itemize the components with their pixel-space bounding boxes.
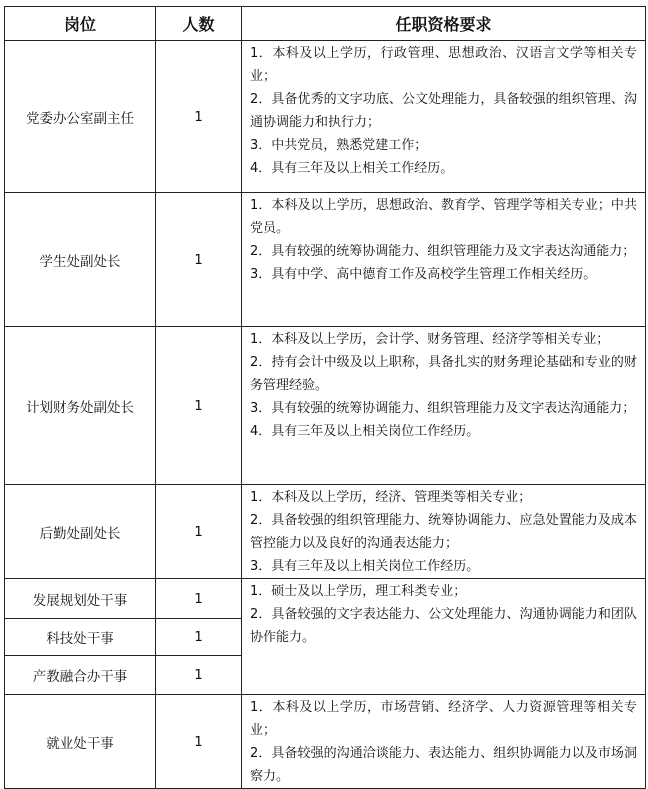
position-cell: 计划财务处副处长 [5,327,156,485]
count-cell: 1 [156,193,242,327]
header-count: 人数 [156,7,242,41]
shared-requirements-cell [242,579,646,695]
requirement-item: 2．持有会计中级及以上职称，具备扎实的财务理论基础和专业的财务管理经验。 [250,355,637,393]
count-cell: 1 [156,579,242,619]
requirement-item: 1．本科及以上学历，会计学、财务管理、经济学等相关专业； [250,332,610,347]
count-cell: 1 [156,485,242,579]
table-row [5,193,646,327]
position-cell: 学生处副处长 [5,193,156,327]
table-row [5,485,646,579]
position-cell: 党委办公室副主任 [5,41,156,193]
requirements-cell [242,193,646,327]
requirement-item: 1．本科及以上学历，行政管理、思想政治、汉语言文学等相关专业； [250,46,637,84]
requirement-item: 3．具有三年及以上相关岗位工作经历。 [250,559,480,574]
count-cell: 1 [156,41,242,193]
requirement-item: 1．本科及以上学历，经济、管理类等相关专业； [250,490,532,505]
table-row [5,695,646,789]
requirement-item: 2．具有较强的统筹协调能力、组织管理能力及文字表达沟通能力； [250,244,636,259]
table-row [5,41,646,193]
position-cell: 产教融合办干事 [5,656,156,695]
header-position: 岗位 [5,7,156,41]
count-cell: 1 [156,327,242,485]
count-cell: 1 [156,619,242,656]
position-cell: 科技处干事 [5,619,156,656]
requirement-item: 2．具备优秀的文字功底、公文处理能力，具备较强的组织管理、沟通协调能力和执行力； [250,92,637,130]
requirement-item: 1．本科及以上学历，思想政治、教育学、管理学等相关专业；中共党员。 [250,198,637,236]
position-cell: 就业处干事 [5,695,156,789]
table-row [5,579,646,619]
recruitment-table [4,6,646,789]
requirements-cell [242,485,646,579]
requirement-item: 2．具备较强的沟通洽谈能力、表达能力、组织协调能力以及市场洞察力。 [250,746,637,784]
requirement-item: 3．中共党员，熟悉党建工作； [250,138,428,153]
position-cell: 后勤处副处长 [5,485,156,579]
requirement-item: 1．硕士及以上学历，理工科类专业； [250,584,467,599]
requirements-cell [242,327,646,485]
position-cell: 发展规划处干事 [5,579,156,619]
requirements-cell [242,41,646,193]
requirement-item: 4．具有三年及以上相关岗位工作经历。 [250,424,480,439]
requirement-item: 2．具备较强的文字表达能力、公文处理能力、沟通协调能力和团队协作能力。 [250,607,637,645]
requirement-item: 3．具有中学、高中德育工作及高校学生管理工作相关经历。 [250,267,597,282]
count-cell: 1 [156,695,242,789]
requirement-item: 4．具有三年及以上相关工作经历。 [250,161,454,176]
header-requirements: 任职资格要求 [242,7,646,41]
requirement-item: 1．本科及以上学历，市场营销、经济学、人力资源管理等相关专业； [250,700,637,738]
requirement-item: 3．具有较强的统筹协调能力、组织管理能力及文字表达沟通能力； [250,401,636,416]
table-header-row [5,7,646,41]
count-cell: 1 [156,656,242,695]
requirements-cell [242,695,646,789]
table-row [5,327,646,485]
requirement-item: 2．具备较强的组织管理能力、统筹协调能力、应急处置能力及成本管控能力以及良好的沟通表达能力； [250,513,637,551]
